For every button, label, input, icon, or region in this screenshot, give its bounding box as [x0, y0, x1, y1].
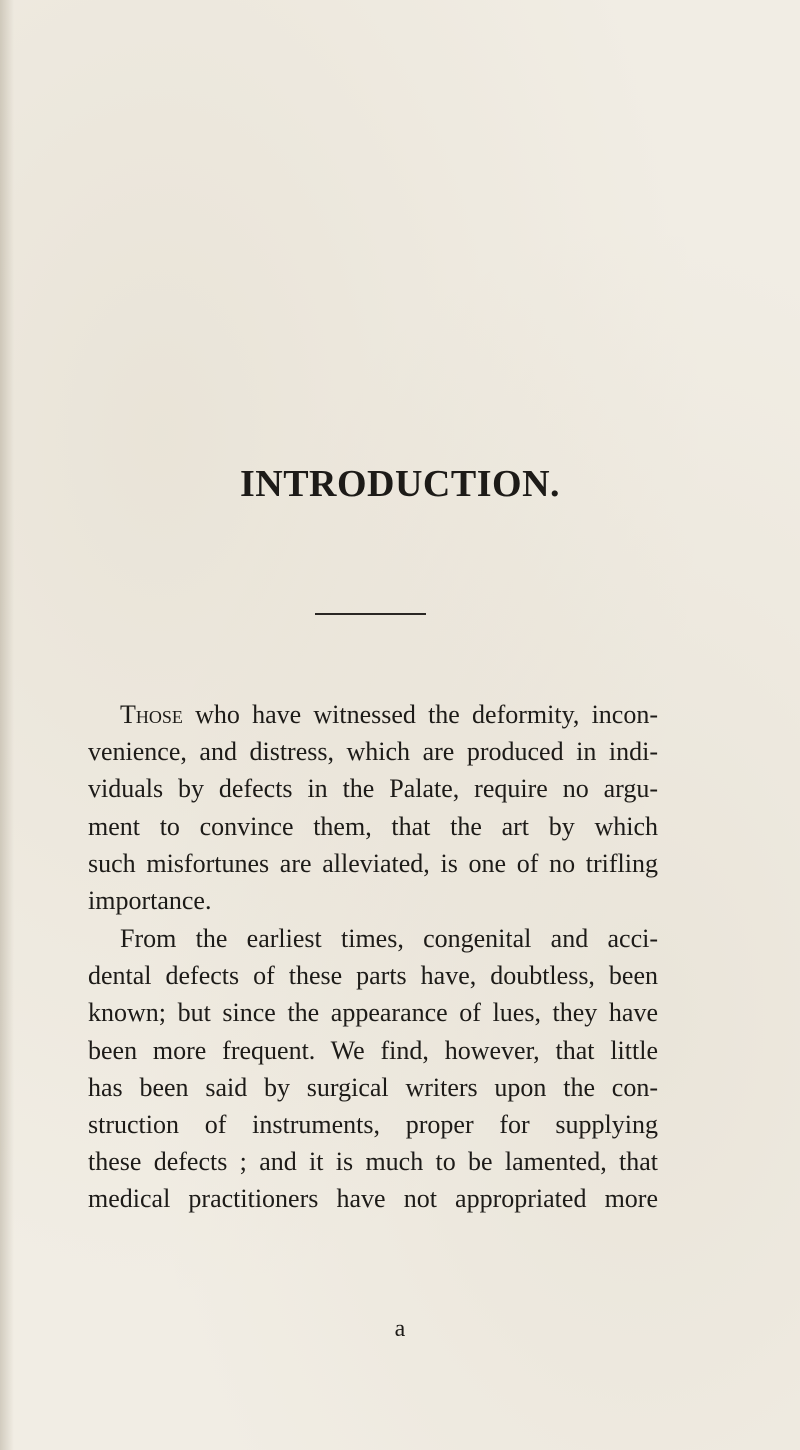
paragraph-1: [88, 696, 658, 919]
paragraph-2-line-4: been more frequent. We find, however, that little: [88, 1035, 658, 1065]
paragraph-1-line-3: viduals by defects in the Palate, require no argu-: [88, 774, 658, 804]
page-edge-shadow: [0, 0, 14, 1450]
paragraph-2-line-7: these defects ; and it is much to be lamented, that: [88, 1147, 658, 1177]
paragraph-2-line-8: medical practitioners have not appropriated more: [88, 1184, 658, 1214]
signature-mark: a: [394, 1316, 406, 1342]
heading-rule: [315, 613, 426, 615]
first-word: Those: [120, 700, 183, 729]
paragraph-1-line-2: venience, and distress, which are produced in indi-: [88, 737, 658, 767]
page-heading: INTRODUCTION.: [239, 463, 561, 505]
paragraph-2-line-3: known; but since the appearance of lues, they have: [88, 998, 658, 1028]
paragraph-1-line-1: Those who have witnessed the deformity, incon-: [120, 700, 658, 729]
paragraph-1-line-6: importance.: [88, 886, 212, 916]
paragraph-1-line-4: ment to convince them, that the art by which: [88, 811, 658, 841]
paragraph-1-line-5: such misfortunes are alleviated, is one of no trifling: [88, 848, 658, 878]
paragraph-2: [88, 920, 658, 1218]
paragraph-2-line-2: dental defects of these parts have, doubtless, been: [88, 961, 658, 991]
paragraph-2-line-1: From the earliest times, congenital and acci-: [120, 924, 658, 953]
paragraph-2-line-6: struction of instruments, proper for supplying: [88, 1110, 658, 1140]
paragraph-2-line-5: has been said by surgical writers upon the con-: [88, 1072, 658, 1102]
